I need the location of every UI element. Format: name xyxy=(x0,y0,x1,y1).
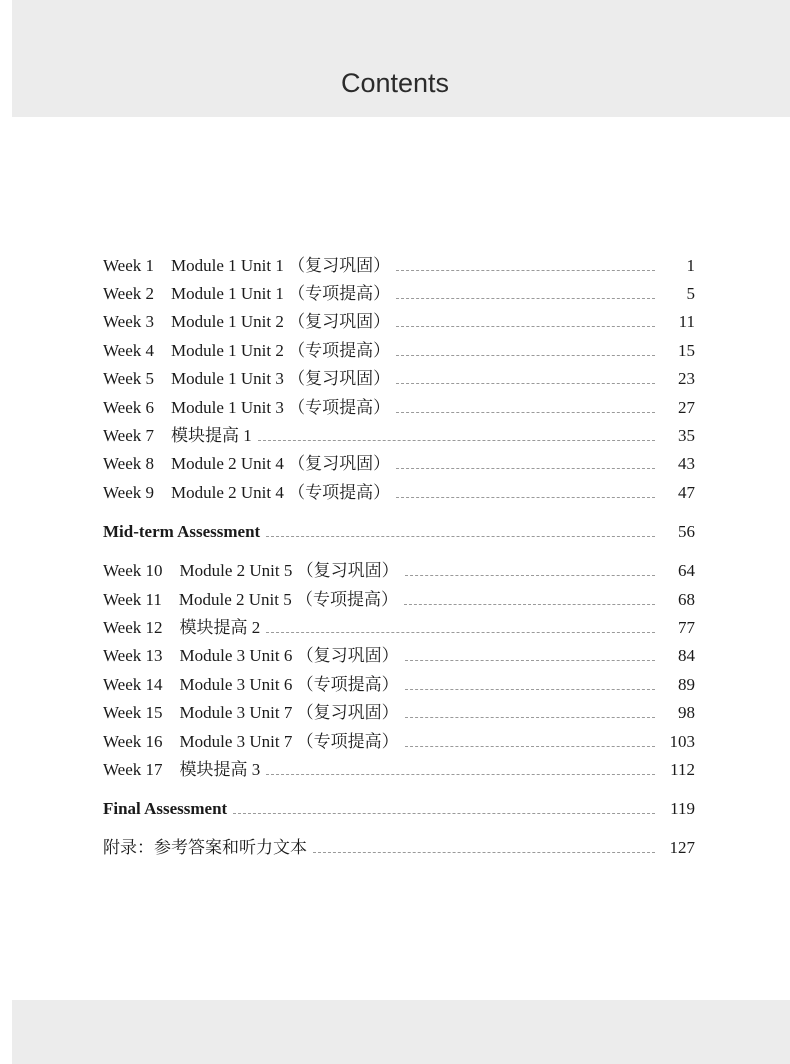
toc-entry[interactable] xyxy=(103,671,695,695)
dotted-leader xyxy=(233,813,655,814)
toc-entry-label: Mid-term Assessment xyxy=(103,522,261,541)
toc-entry-page: 127 xyxy=(669,838,695,857)
toc-entry-label: Week 10 Module 2 Unit 5 （复习巩固） xyxy=(103,561,399,580)
toc-entry-label: Week 5 Module 1 Unit 3 （复习巩固） xyxy=(103,369,391,388)
toc-entry-label: Week 3 Module 1 Unit 2 （复习巩固） xyxy=(103,312,391,331)
toc-entry-page: 84 xyxy=(678,646,695,665)
toc-entry[interactable] xyxy=(103,422,695,446)
toc-entry-label: Week 9 Module 2 Unit 4 （专项提高） xyxy=(103,483,391,502)
dotted-leader xyxy=(396,468,655,469)
toc-entry-label: Week 1 Module 1 Unit 1 （复习巩固） xyxy=(103,256,391,275)
toc-entry-page: 98 xyxy=(678,703,695,722)
dotted-leader xyxy=(396,298,655,299)
toc-entry-page: 15 xyxy=(678,341,695,360)
dotted-leader xyxy=(396,412,655,413)
dotted-leader xyxy=(396,270,655,271)
dotted-leader xyxy=(405,575,655,576)
toc-entry-page: 89 xyxy=(678,675,695,694)
toc-entry[interactable] xyxy=(103,308,695,332)
toc-entry-page: 11 xyxy=(678,312,695,331)
toc-entry-page: 64 xyxy=(678,561,695,580)
toc-entry[interactable] xyxy=(103,586,695,610)
toc-entry-page: 68 xyxy=(678,590,695,609)
dotted-leader xyxy=(396,497,655,498)
toc-entry-page: 43 xyxy=(678,454,695,473)
toc-entry[interactable] xyxy=(103,557,695,581)
dotted-leader xyxy=(405,689,655,690)
dotted-leader xyxy=(258,440,655,441)
toc-entry-page: 1 xyxy=(686,256,695,275)
dotted-leader xyxy=(404,604,655,605)
toc-entry-appendix[interactable] xyxy=(103,834,695,858)
dotted-leader xyxy=(396,326,655,327)
dotted-leader xyxy=(266,632,655,633)
toc-entry-page: 119 xyxy=(670,799,695,818)
toc-entry-page: 56 xyxy=(678,522,695,541)
toc-entry[interactable] xyxy=(103,337,695,361)
toc-entry-page: 23 xyxy=(678,369,695,388)
toc-entry[interactable] xyxy=(103,756,695,780)
toc-entry[interactable] xyxy=(103,699,695,723)
toc-entry-label: Week 17 模块提高 3 xyxy=(103,760,261,779)
toc-entry[interactable] xyxy=(103,728,695,752)
toc-entry-label: Week 14 Module 3 Unit 6 （专项提高） xyxy=(103,675,399,694)
toc-entry-label: Week 13 Module 3 Unit 6 （复习巩固） xyxy=(103,646,399,665)
toc-entry-label: Week 2 Module 1 Unit 1 （专项提高） xyxy=(103,284,391,303)
toc-entry-label: Week 7 模块提高 1 xyxy=(103,426,252,445)
page-title: Contents xyxy=(340,68,450,98)
toc-entry-final[interactable] xyxy=(103,795,695,819)
toc-entry-page: 77 xyxy=(678,618,695,637)
toc-entry-label: Week 8 Module 2 Unit 4 （复习巩固） xyxy=(103,454,391,473)
toc-entry[interactable] xyxy=(103,450,695,474)
toc-entry-label: Week 15 Module 3 Unit 7 （复习巩固） xyxy=(103,703,399,722)
toc-entry-page: 27 xyxy=(678,398,695,417)
toc-entry-page: 112 xyxy=(670,760,695,779)
dotted-leader xyxy=(405,746,655,747)
toc-entry-page: 47 xyxy=(678,483,695,502)
dotted-leader xyxy=(313,852,655,853)
footer-band xyxy=(12,1000,790,1064)
toc-entry[interactable] xyxy=(103,642,695,666)
toc-entry-label: 附录：参考答案和听力文本 xyxy=(103,838,307,857)
dotted-leader xyxy=(405,660,655,661)
toc-entry[interactable] xyxy=(103,280,695,304)
toc-entry-page: 103 xyxy=(669,732,695,751)
toc-entry[interactable] xyxy=(103,479,695,503)
toc-entry[interactable] xyxy=(103,365,695,389)
toc-entry-label: Week 6 Module 1 Unit 3 （专项提高） xyxy=(103,398,391,417)
toc-entry[interactable] xyxy=(103,614,695,638)
toc-entry[interactable] xyxy=(103,394,695,418)
dotted-leader xyxy=(266,536,655,537)
toc-entry-midterm[interactable] xyxy=(103,518,695,542)
toc-entry[interactable] xyxy=(103,252,695,276)
dotted-leader xyxy=(396,383,655,384)
toc-entry-label: Final Assessment xyxy=(103,799,228,818)
dotted-leader xyxy=(405,717,655,718)
dotted-leader xyxy=(266,774,655,775)
dotted-leader xyxy=(396,355,655,356)
toc-entry-page: 5 xyxy=(686,284,695,303)
toc-entry-label: Week 12 模块提高 2 xyxy=(103,618,261,637)
toc-entry-label: Week 16 Module 3 Unit 7 （专项提高） xyxy=(103,732,399,751)
toc-entry-label: Week 4 Module 1 Unit 2 （专项提高） xyxy=(103,341,391,360)
toc-entry-label: Week 11 Module 2 Unit 5 （专项提高） xyxy=(103,590,399,609)
toc-entry-page: 35 xyxy=(678,426,695,445)
